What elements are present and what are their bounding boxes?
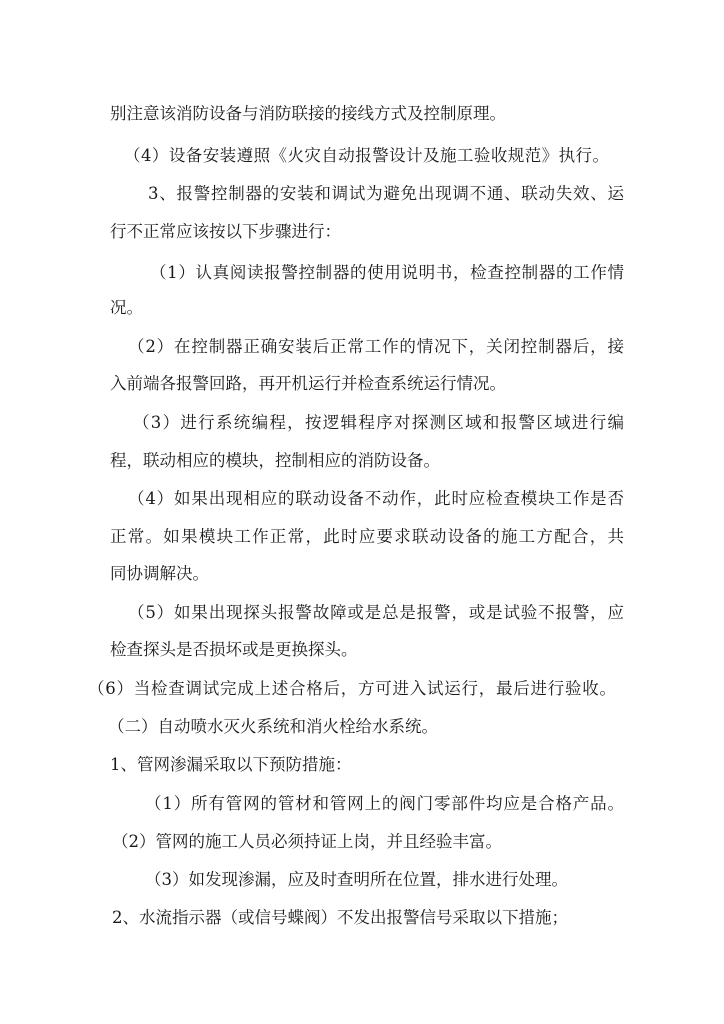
- text-line: 检查探头是否损坏或是更换探头。: [110, 640, 358, 659]
- text-line: 程，联动相应的模块，控制相应的消防设备。: [110, 451, 440, 470]
- text-line: 3、报警控制器的安装和调试为避免出现调不通、联动失效、运: [148, 184, 624, 203]
- text-line: （1）认真阅读报警控制器的使用说明书，检查控制器的工作情: [150, 263, 624, 282]
- text-line: 别注意该消防设备与消防联接的接线方式及控制原理。: [110, 104, 506, 123]
- text-line: 行不正常应该按以下步骤进行：: [110, 222, 341, 241]
- text-line: （4）如果出现相应的联动设备不动作，此时应检查模块工作是否: [128, 489, 624, 508]
- text-line: 同协调解决。: [110, 564, 209, 583]
- section-heading: （二）自动喷水灭火系统和消火栓给水系统。: [108, 717, 438, 736]
- text-line: （6）当检查调试完成上述合格后，方可进入试运行，最后进行验收。: [88, 679, 616, 698]
- text-line: （3）进行系统编程，按逻辑程序对探测区域和报警区域进行编: [133, 413, 624, 432]
- text-line: （1）所有管网的管材和管网上的阀门零部件均应是合格产品。: [145, 794, 624, 813]
- text-line: （2）在控制器正确安装后正常工作的情况下，关闭控制器后，接: [128, 337, 624, 356]
- text-line: 入前端各报警回路，再开机运行并检查系统运行情况。: [110, 374, 506, 393]
- text-line: 正常。如果模块工作正常，此时应要求联动设备的施工方配合，共: [110, 527, 624, 546]
- text-line: 2、水流指示器（或信号蝶阀）不发出报警信号采取以下措施；: [112, 908, 568, 927]
- text-line: （5）如果出现探头报警故障或是总是报警，或是试验不报警，应: [128, 603, 624, 622]
- text-line: 况。: [110, 298, 143, 317]
- text-line: 1、管网渗漏采取以下预防措施：: [110, 755, 352, 774]
- text-line: （3）如发现渗漏，应及时查明所在位置，排水进行处理。: [145, 870, 568, 889]
- text-line: （2）管网的施工人员必须持证上岗，并且经验丰富。: [112, 832, 502, 851]
- text-line: （4）设备安装遵照《火灾自动报警设计及施工验收规范》执行。: [124, 146, 609, 165]
